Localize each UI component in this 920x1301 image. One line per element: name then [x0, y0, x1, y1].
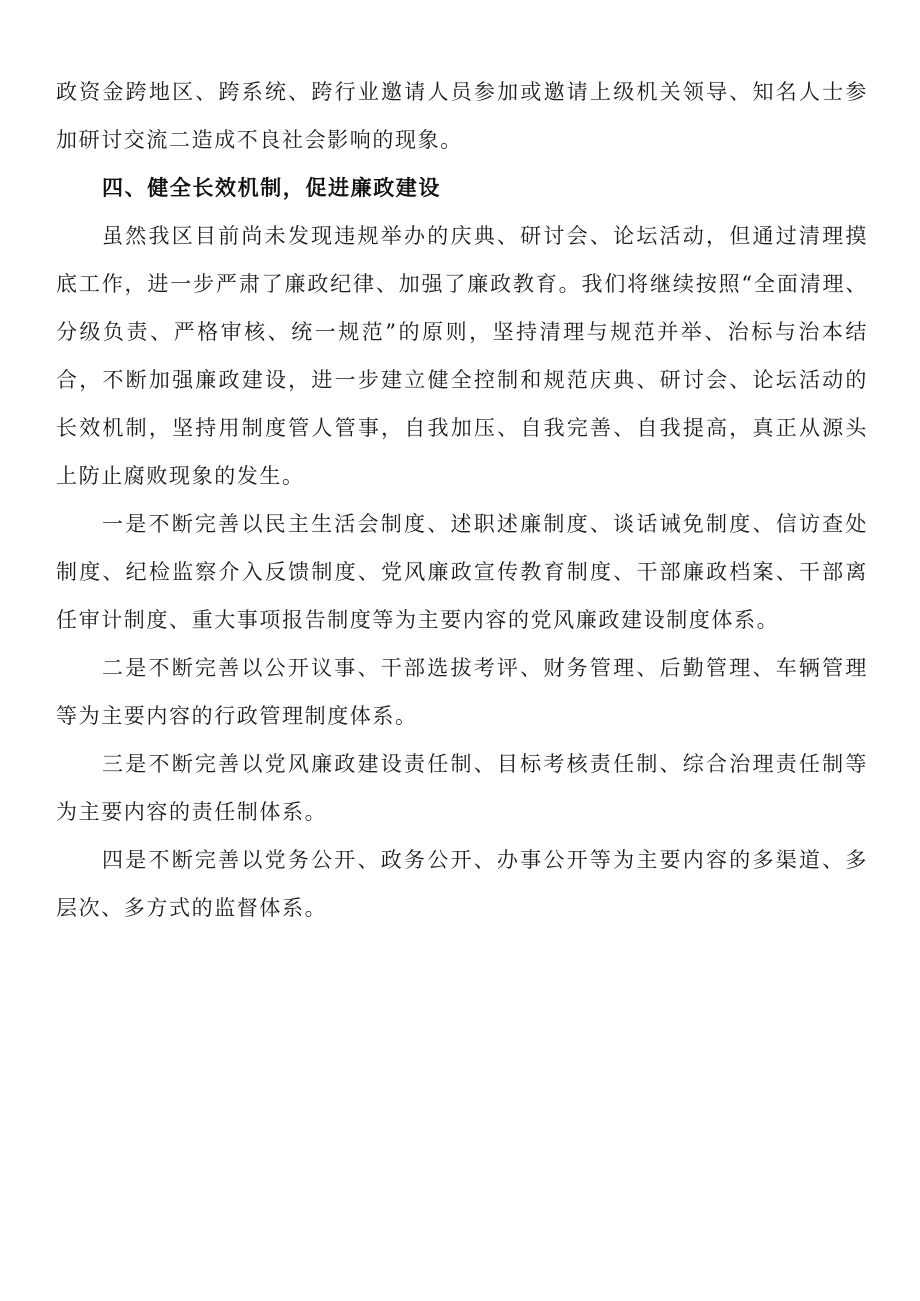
body-paragraph-item-3: 三是不断完善以党风廉政建设责任制、目标考核责任制、综合治理责任制等为主要内容的责任制体系。 [56, 752, 868, 824]
body-paragraph-item-4: 四是不断完善以党务公开、政务公开、办事公开等为主要内容的多渠道、多层次、多方式的监督体系。 [56, 848, 868, 920]
document-body [56, 68, 868, 932]
body-paragraph-item-2: 二是不断完善以公开议事、干部选拔考评、财务管理、后勤管理、车辆管理等为主要内容的行政管理制度体系。 [56, 656, 868, 728]
continuation-paragraph: 政资金跨地区、跨系统、跨行业邀请人员参加或邀请上级机关领导、知名人士参加研讨交流二造成不良社会影响的现象。 [56, 80, 868, 152]
body-paragraph-item-1: 一是不断完善以民主生活会制度、述职述廉制度、谈话诫免制度、信访查处制度、纪检监察介入反馈制度、党风廉政宣传教育制度、干部廉政档案、干部离任审计制度、重大事项报告制度等为主要内容的党风廉政建设制度体系。 [56, 512, 868, 632]
body-paragraph-intro: 虽然我区目前尚未发现违规举办的庆典、研讨会、论坛活动，但通过清理摸底工作，进一步严肃了廉政纪律、加强了廉政教育。我们将继续按照“全面清理、分级负责、严格审核、统一规范”的原则，坚持清理与规范并举、治标与治本结合，不断加强廉政建设，进一步建立健全控制和规范庆典、研讨会、论坛活动的长效机制，坚持用制度管人管事，自我加压、自我完善、自我提高，真正从源头上防止腐败现象的发生。 [56, 224, 868, 488]
section-heading: 四、健全长效机制，促进廉政建设 [102, 176, 441, 200]
